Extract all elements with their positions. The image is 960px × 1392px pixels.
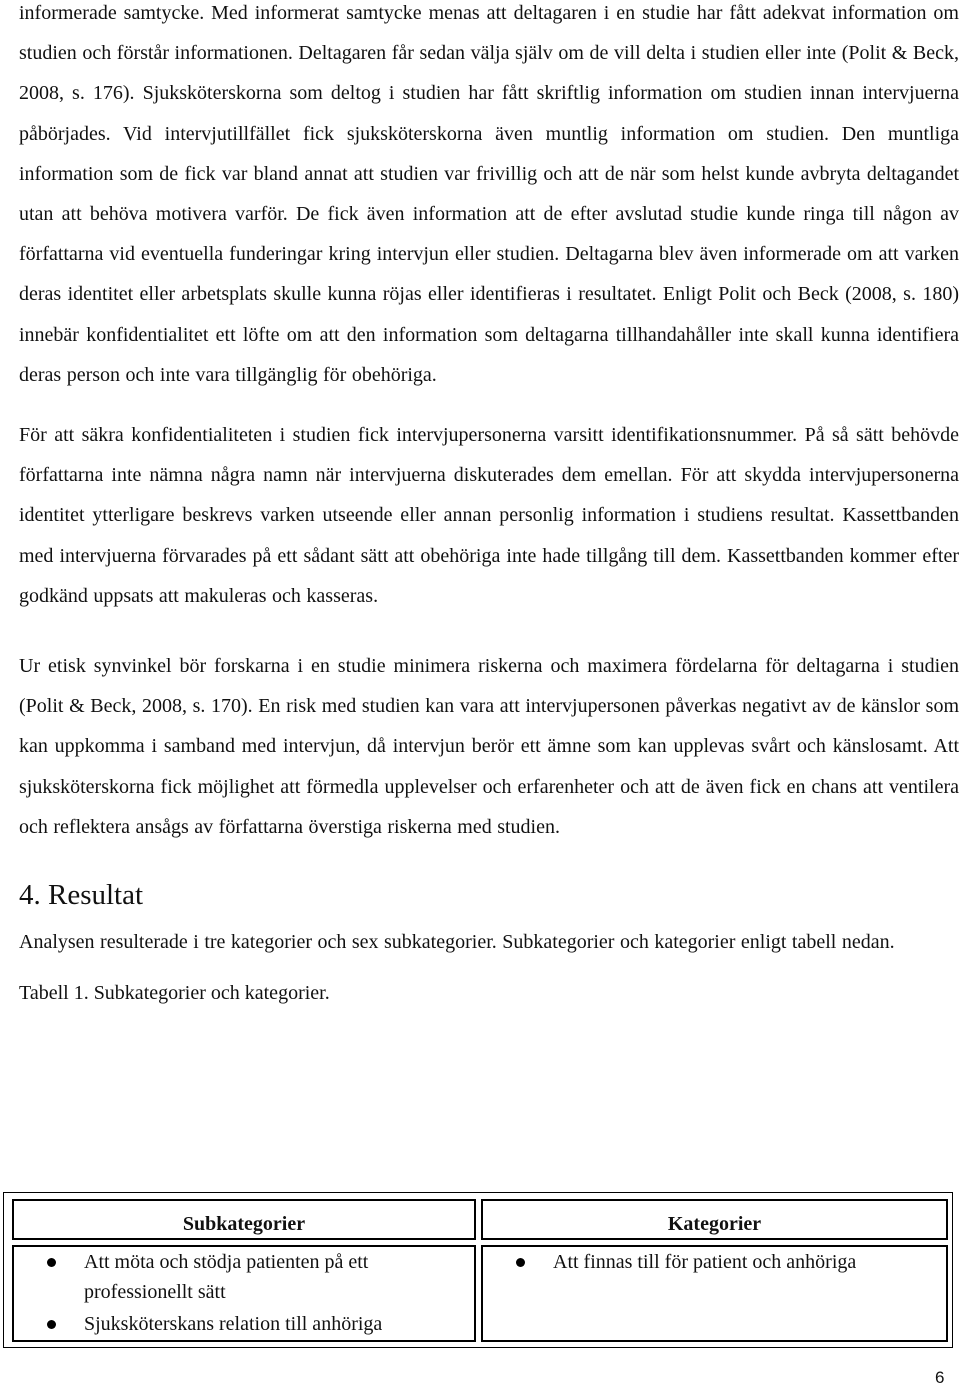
bullet-icon: [47, 1258, 56, 1267]
category-table: [3, 1192, 953, 1348]
table-caption: Tabell 1. Subkategorier och kategorier.: [19, 982, 330, 1005]
list-item: Sjuksköterskans relation till anhöriga: [14, 1309, 474, 1339]
bullet-icon: [47, 1320, 56, 1329]
bullet-icon: [516, 1258, 525, 1267]
category-list: [483, 1247, 946, 1277]
table-header-kategorier: Kategorier: [481, 1199, 948, 1240]
table-header-subkategorier: Subkategorier: [12, 1199, 476, 1240]
table-cell-subkategorier: [12, 1245, 476, 1342]
list-item: Att finnas till för patient och anhöriga: [483, 1247, 946, 1277]
page-number: 6: [935, 1368, 945, 1387]
document-page: [19, 0, 959, 1006]
paragraph-informed-consent: informerade samtycke. Med informerat samtycke menas att deltagaren i en studie har fått adekvat information om studien och förstår informationen. Deltagaren får sedan välja själv om de vill delta i studien eller inte (Polit & Beck, 2008, s. 176). Sjuksköterskorna som deltog i studien har fått skriftlig information om studien innan intervjuerna påbörjades. Vid intervjutillfället fick sjuksköterskorna även muntlig information om studien. Den muntliga information som de fick var bland annat att studien var frivillig och att de när som helst kunde avbryta deltagandet utan att behöva motivera varför. De fick även information att de efter avslutad studie kunde ringa till någon av författarna vid eventuella funderingar kring intervjun eller studien. Deltagarna blev även informerade om att varken deras identitet eller arbetsplats skulle kunna röjas eller identifieras i resultatet. Enligt Polit och Beck (2008, s. 180) innebär konfidentialitet ett löfte om att den information som deltagarna tillhandahåller inte skall kunna identifiera deras person och inte vara tillgänglig för obehöriga.: [19, 2, 959, 386]
paragraph-analysis-summary: Analysen resulterade i tre kategorier och sex subkategorier. Subkategorier och kategorier enligt tabell nedan.: [19, 931, 895, 954]
table-cell-kategorier: [481, 1245, 948, 1342]
section-heading-resultat: 4. Resultat: [19, 879, 144, 912]
subcategory-list: [14, 1247, 474, 1339]
paragraph-risk-benefit: Ur etisk synvinkel bör forskarna i en studie minimera riskerna och maximera fördelarna för deltagarna i studien (Polit & Beck, 2008, s. 170). En risk med studien kan vara att intervjupersonen påverkas negativt av de känslor som kan uppkomma i samband med intervjun, då intervjun berör ett ämne som kan upplevas svårt och känslosamt. Att sjuksköterskorna fick möjlighet att förmedla upplevelser och erfarenheter och att de även fick en chans att ventilera och reflektera ansågs av författarna överstiga riskerna med studien.: [19, 655, 959, 838]
paragraph-confidentiality: För att säkra konfidentialiteten i studien fick intervjupersonerna varsitt identifikationsnummer. På så sätt behövde författarna inte nämna några namn när intervjuerna diskuterades dem emellan. För att skydda intervjupersonerna identitet ytterligare beskrevs varken utseende eller annan personlig information i studiens resultat. Kassettbanden med intervjuerna förvarades på ett sådant sätt att obehöriga inte hade tillgång till dem. Kassettbanden kommer efter godkänd uppsats att makuleras och kasseras.: [19, 424, 959, 607]
list-item: Att möta och stödja patienten på ett professionellt sätt: [14, 1247, 474, 1307]
